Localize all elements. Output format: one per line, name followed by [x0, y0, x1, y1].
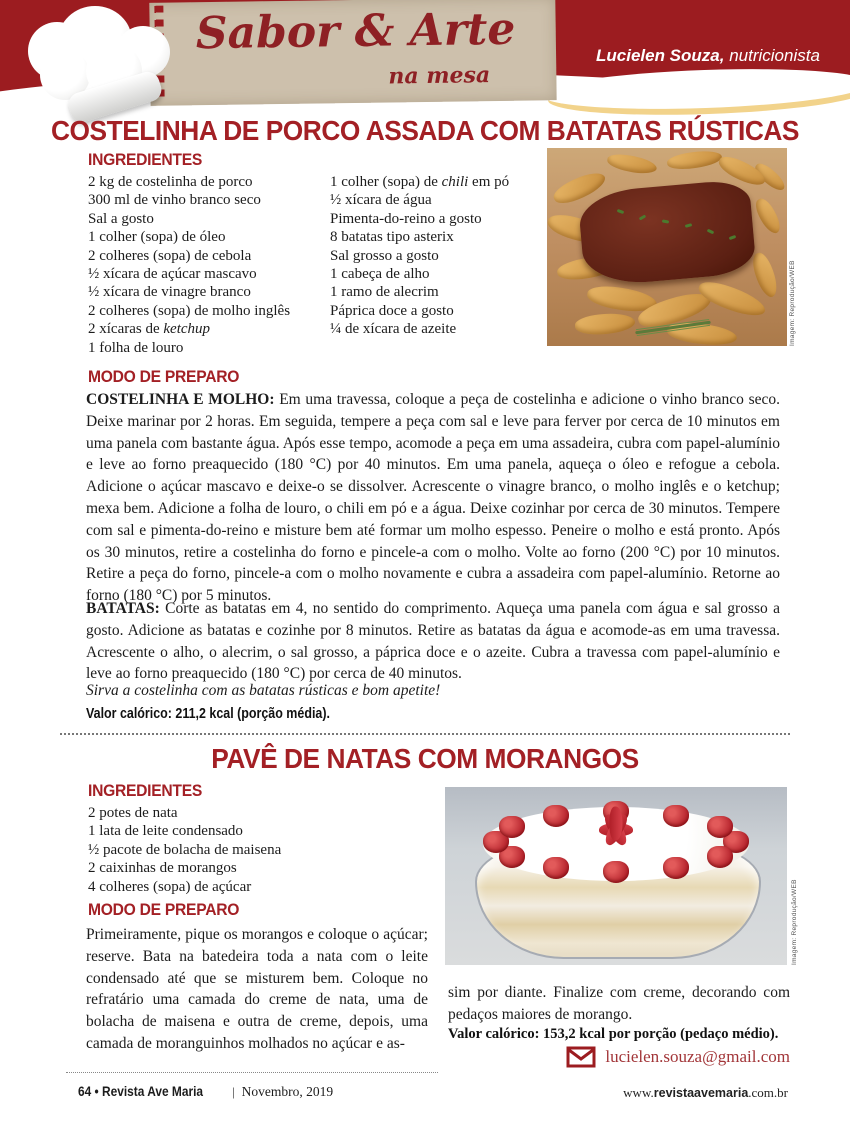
- author-byline: [596, 46, 820, 66]
- recipe2-ingredients-heading: INGREDIENTES: [88, 781, 203, 800]
- logo-paper: [149, 0, 556, 106]
- ingredient: ½ xícara de água: [330, 192, 432, 209]
- author-name: Lucielen Souza,: [596, 46, 725, 65]
- ingredient: ½ pacote de bolacha de maisena: [88, 841, 282, 858]
- ingredient: 1 colher (sopa) de chili em pó: [330, 174, 510, 190]
- recipe2-preparo-col2: sim por diante. Finalize com creme, decorando com pedaços maiores de morango.: [448, 984, 790, 1023]
- footer-magazine-name: 64 • Revista Ave Maria: [78, 1083, 204, 1099]
- ingredient: 2 xícaras de ketchup: [88, 321, 211, 338]
- recipe2-title: PAVÊ DE NATAS COM MORANGOS: [211, 743, 639, 774]
- ingredient: Sal a gosto: [88, 210, 154, 227]
- ingredient: ¼ de xícara de azeite: [330, 321, 457, 338]
- ingredient: ½ xícara de açúcar mascavo: [88, 266, 257, 283]
- envelope-icon: [566, 1046, 596, 1068]
- chef-hat-icon: [28, 6, 188, 122]
- step2-text: Corte as batatas em 4, no sentido do comprimento. Aqueça uma panela com água e sal grosso a gosto. Adicione as batatas e cozinhe por 8 minutos. Retire as batatas da água e acomode-as em uma travessa. Acrescente o alho, o alecrim, o sal grosso, a páprica doce e o azeite. Cubra a travessa com papel-alumínio e leve ao forno preaquecido (180 °C) por cerca de 40 minutos.: [86, 600, 780, 683]
- author-role: nutricionista: [724, 46, 820, 65]
- ingredient: 2 colheres (sopa) de cebola: [88, 247, 252, 264]
- ingredient: 1 folha de louro: [88, 339, 184, 356]
- ingredient: Pimenta-do-reino a gosto: [330, 210, 482, 227]
- ingredient: 1 ramo de alecrim: [330, 284, 439, 301]
- footer-separator: |: [232, 1084, 235, 1099]
- step2-label: BATATAS:: [86, 600, 160, 617]
- recipe2-photo: [445, 787, 787, 965]
- recipe1-ingredients-col2: [330, 173, 509, 339]
- author-email-link[interactable]: lucielen.souza@gmail.com: [605, 1047, 790, 1066]
- ingredient: 2 caixinhas de morangos: [88, 860, 237, 877]
- ingredient: 4 colheres (sopa) de açúcar: [88, 878, 252, 895]
- section-divider: [60, 733, 790, 735]
- ingredient: 2 potes de nata: [88, 805, 178, 821]
- photo2-credit: Imagem: Reprodução/WEB: [791, 879, 798, 965]
- step1-text: Em uma travessa, coloque a peça de costelinha e adicione o vinho branco seco. Deixe marinar por 2 horas. Em seguida, tempere a peça com sal e leve para ferver por cerca de 10 minutos em uma panela com bastante água. Após esse tempo, acomode a peça em uma assadeira, cubra com papel-alumínio e leve ao forno preaquecido (180 °C) por 40 minutos. Em uma panela, aqueça o óleo e refogue a cebola. Adicione o açúcar mascavo e deixe-o se dissolver. Acrescente o vinagre branco, o molho inglês e o ketchup; mexa bem. Adicione a folha de louro, o chili em pó e a água. Deixe cozinhar por cerca de 30 minutos. Tempere com sal e pimenta-do-reino e misture bem até formar um molho espesso. Peneire o molho e está pronto. Após os 30 minutos, retire a costelinha do forno e pincele-a com o molho. Volte ao forno (200 °C) por 10 minutos. Retire a peça do forno, pincele-a com o molho novamente e cubra a assadeira com papel-alumínio. Retorne ao forno (180 °C) por 5 minutos.: [86, 391, 780, 605]
- footer-issue-date: Novembro, 2019: [241, 1084, 334, 1099]
- footer-website-link[interactable]: www.revistaavemaria.com.br: [623, 1085, 788, 1100]
- step1-label: COSTELINHA E MOLHO:: [86, 391, 275, 408]
- contact-row: [448, 1046, 790, 1068]
- recipe1-preparo-heading: MODO DE PREPARO: [88, 367, 240, 386]
- brand-logo-subline: na mesa: [388, 62, 491, 90]
- footer-page-info: [78, 1083, 333, 1100]
- ingredient: ½ xícara de vinagre branco: [88, 284, 251, 301]
- ingredient: 2 colheres (sopa) de molho inglês: [88, 302, 291, 319]
- recipe2-preparo-col1: Primeiramente, pique os morangos e coloque o açúcar; reserve. Bata na batedeira toda a nata com o leite condensado até que se misturem bem. Coloque no refratário uma camada do creme de nata, uma de bolacha de maisena e outra de creme, depois, uma camada de moranguinhos molhados no açúcar e as-: [86, 926, 428, 1052]
- ingredient: 1 lata de leite condensado: [88, 823, 243, 840]
- recipe1-step2: [86, 598, 780, 685]
- ingredient: Páprica doce a gosto: [330, 302, 454, 319]
- ingredient: 1 cabeça de alho: [330, 266, 430, 283]
- recipe1-calories: Valor calórico: 211,2 kcal (porção média).: [86, 706, 330, 722]
- pork-rib-slab: [577, 179, 757, 288]
- recipe1-photo: [547, 148, 787, 346]
- ingredient: Sal grosso a gosto: [330, 247, 439, 264]
- ingredient: 2 kg de costelinha de porco: [88, 174, 253, 190]
- brand-logo: Sabor & Arte: [195, 3, 516, 60]
- footer-divider: [66, 1072, 438, 1073]
- recipe1-step1: [86, 389, 780, 607]
- ingredient: 1 colher (sopa) de óleo: [88, 229, 226, 246]
- recipe2-ingredients: [88, 804, 281, 896]
- ingredient: 300 ml de vinho branco seco: [88, 192, 261, 209]
- recipe2-preparo-heading: MODO DE PREPARO: [88, 900, 240, 919]
- photo1-credit: Imagem: Reprodução/WEB: [789, 260, 796, 346]
- recipe1-serving-note: Sirva a costelinha com as batatas rústicas e bom apetite!: [86, 682, 441, 699]
- recipe2-calories: Valor calórico: 153,2 kcal por porção (pedaço médio).: [448, 1026, 779, 1042]
- ingredient: 8 batatas tipo asterix: [330, 229, 454, 246]
- recipe1-ingredients-heading: INGREDIENTES: [88, 150, 203, 169]
- recipe1-ingredients-col1: [88, 173, 290, 357]
- recipe1-title: COSTELINHA DE PORCO ASSADA COM BATATAS RÚSTICAS: [50, 115, 800, 146]
